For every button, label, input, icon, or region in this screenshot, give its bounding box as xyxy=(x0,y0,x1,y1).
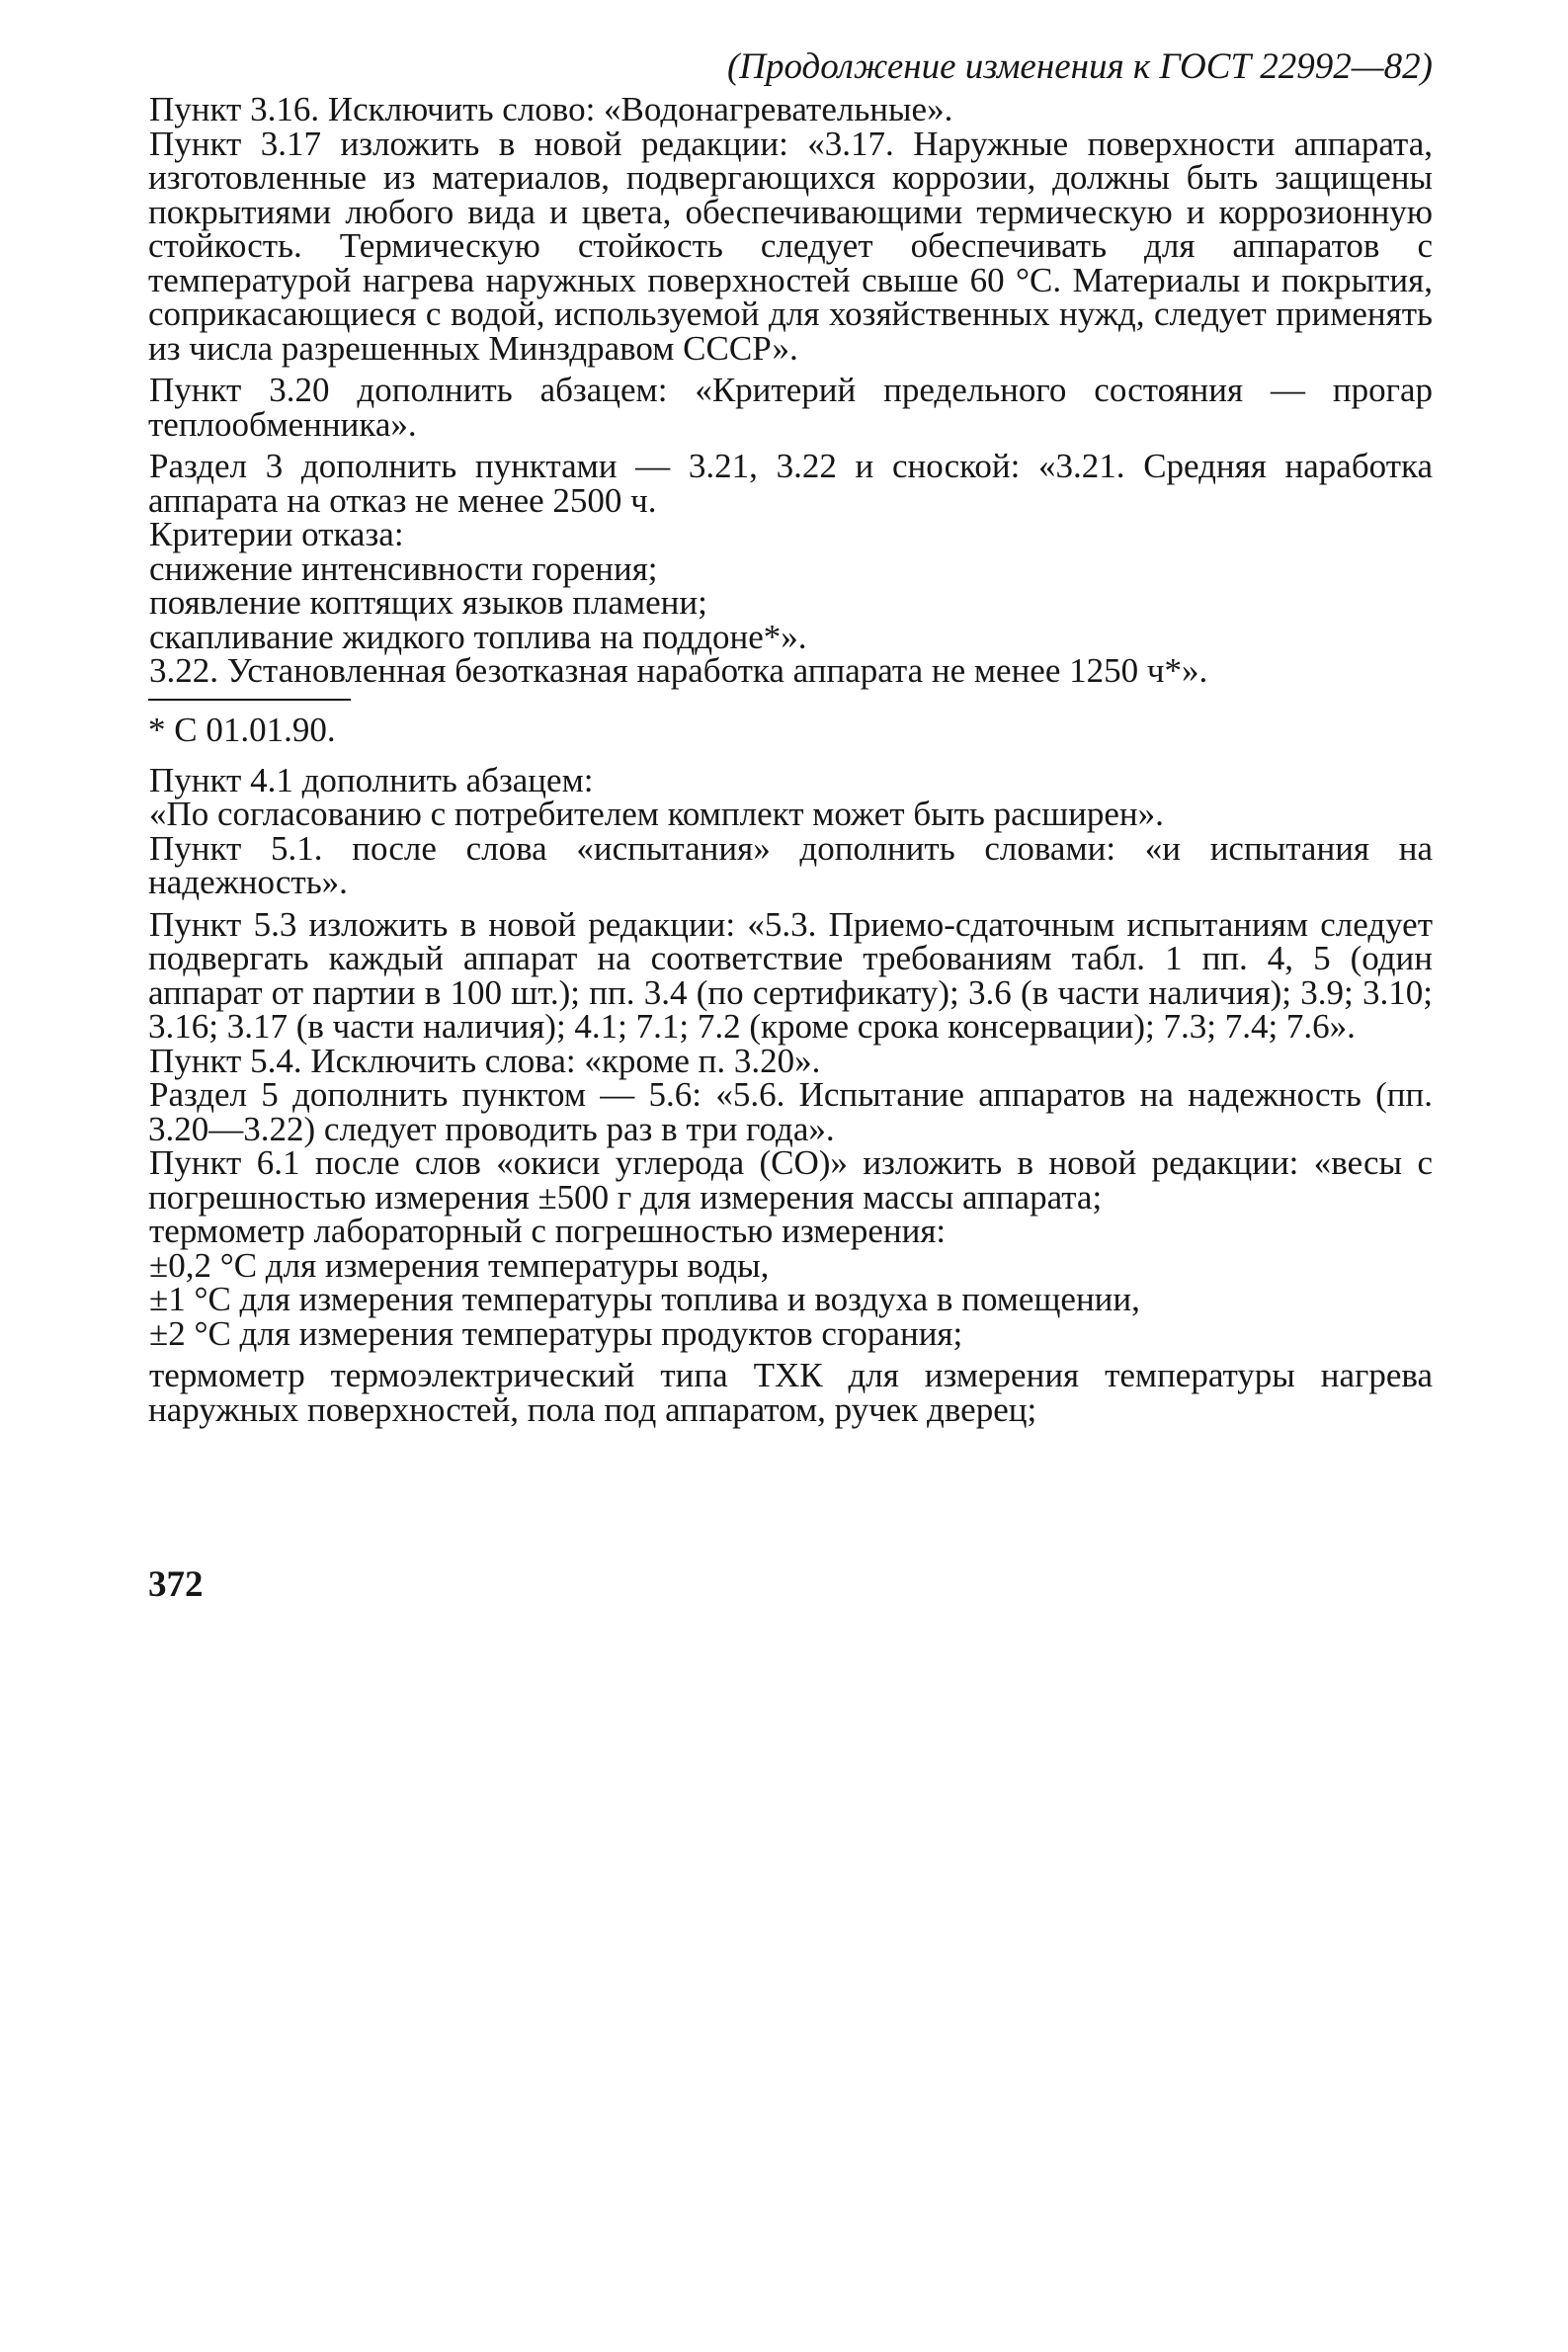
paragraph-section-3-additions: Раздел 3 дополнить пунктами — 3.21, 3.22 и сноской: «3.21. Средняя наработка аппарата на отказ не менее 2500 ч. xyxy=(148,447,1433,520)
paragraph-thermocouple: термометр термоэлектрический типа ТХК для измерения температуры нагрева наружных поверхностей, пола под аппаратом, ручек дверец; xyxy=(148,1356,1433,1429)
document-page xyxy=(148,43,1433,1427)
paragraph-5-6: Раздел 5 дополнить пунктом — 5.6: «5.6. Испытание аппаратов на надежность (пп. 3.20—3.22) следует проводить раз в три года». xyxy=(148,1075,1433,1148)
paragraph-5-3: Пункт 5.3 изложить в новой редакции: «5.3. Приемо-сдаточным испытаниям следует подвергать каждый аппарат на соответствие требованиям табл. 1 пп. 4, 5 (один аппарат от партии в 100 шт.); пп. 3.4 (по сертификату); 3.6 (в части наличия); 3.9; 3.10; 3.16; 3.17 (в части наличия); 4.1; 7.1; 7.2 (кроме срока консервации); 7.3; 7.4; 7.6». xyxy=(148,904,1433,1046)
paragraph-failure-criteria-heading: Критерии отказа: xyxy=(149,515,404,553)
footnote-separator xyxy=(148,699,351,701)
paragraph-tolerance-fuel-air: ±1 °С для измерения температуры топлива и воздуха в помещении, xyxy=(149,1280,1140,1318)
paragraph-6-1: Пункт 6.1 после слов «окиси углерода (СО)» изложить в новой редакции: «весы с погрешностью измерения ±500 г для измерения массы аппарата; xyxy=(148,1143,1433,1217)
paragraph-thermometer-lab: термометр лабораторный с погрешностью измерения: xyxy=(149,1212,947,1250)
paragraph-5-1: Пункт 5.1. после слова «испытания» дополнить словами: «и испытания на надежность». xyxy=(148,828,1433,901)
paragraph-tolerance-combustion: ±2 °С для измерения температуры продуктов сгорания; xyxy=(149,1313,963,1353)
paragraph-4-1: Пункт 4.1 дополнить абзацем: xyxy=(149,760,594,799)
running-header: (Продолжение изменения к ГОСТ 22992—82) xyxy=(726,46,1433,87)
page-number: 372 xyxy=(148,1564,204,1605)
paragraph-5-4: Пункт 5.4. Исключить слова: «кроме п. 3.20». xyxy=(149,1041,821,1080)
paragraph-3-22: 3.22. Установленная безотказная наработка аппарата не менее 1250 ч*». xyxy=(149,651,1208,690)
footnote: * С 01.01.90. xyxy=(148,710,336,749)
paragraph-failure-criterion-3: скапливание жидкого топлива на поддоне*». xyxy=(149,617,807,656)
paragraph-failure-criterion-2: появление коптящих языков пламени; xyxy=(149,583,707,622)
paragraph-3-16: Пункт 3.16. Исключить слово: «Водонагревательные». xyxy=(149,90,953,128)
paragraph-3-20: Пункт 3.20 дополнить абзацем: «Критерий предельного состояния — прогар теплообменника». xyxy=(148,371,1433,444)
paragraph-failure-criterion-1: снижение интенсивности горения; xyxy=(149,548,658,588)
paragraph-4-1-addition: «По согласованию с потребителем комплект может быть расширен». xyxy=(149,795,1164,833)
paragraph-3-17: Пункт 3.17 изложить в новой редакции: «3.17. Наружные поверхности аппарата, изготовленные из материалов, подвергающихся коррозии, должны быть защищены покрытиями любого вида и цвета, обеспечивающими термическую и коррозионную стойкость. Термическую стойкость следует обеспечивать для аппаратов с температурой нагрева наружных поверхностей свыше 60 °С. Материалы и покрытия, соприкасающиеся с водой, используемой для хозяйственных нужд, следует применять из числа разрешенных Минздравом СССР». xyxy=(148,124,1433,368)
paragraph-tolerance-water: ±0,2 °С для измерения температуры воды, xyxy=(149,1245,770,1285)
